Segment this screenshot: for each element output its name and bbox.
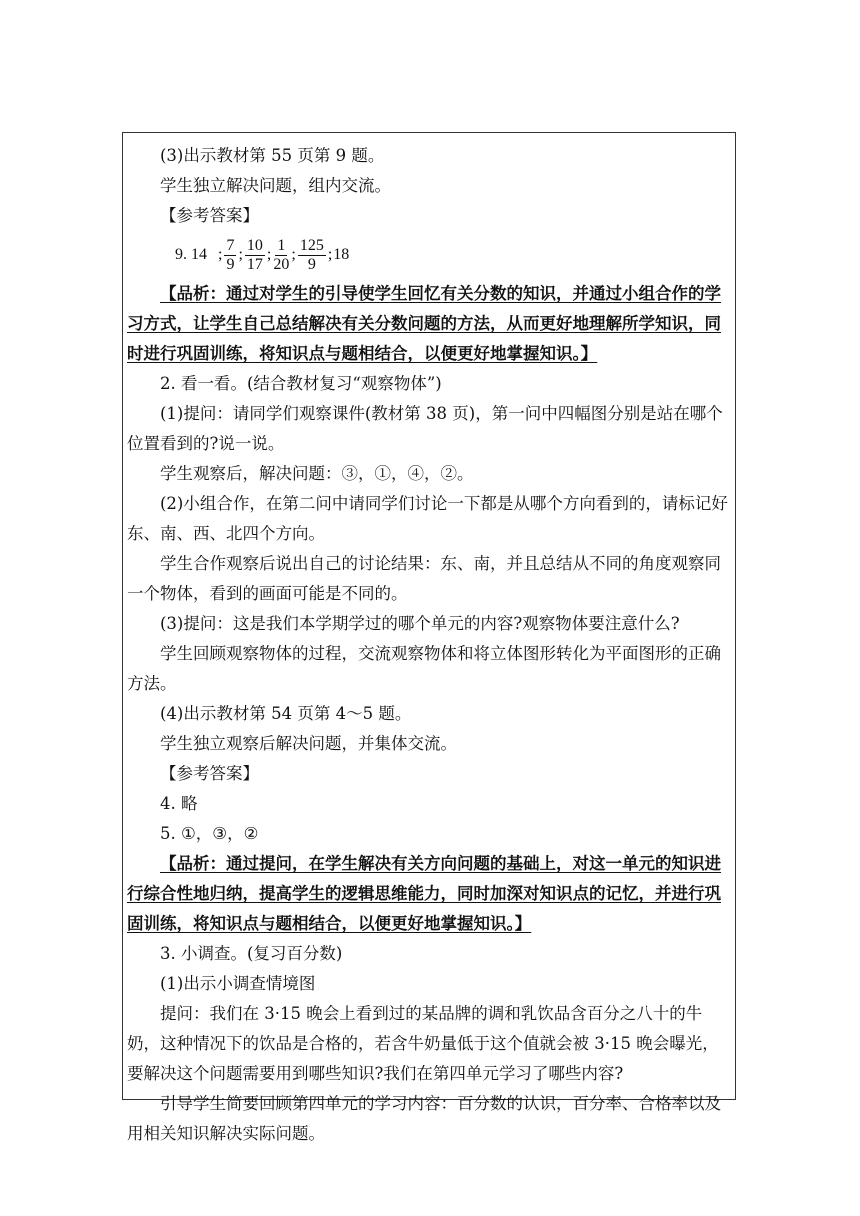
fraction: $\frac{10}{17}$ <box>246 236 263 273</box>
paragraph: (1)出示小调查情境图 <box>160 974 316 993</box>
paragraph: (4)出示教材第 54 页第 4～5 题。 <box>160 704 412 723</box>
lesson-content <box>127 141 731 1149</box>
analysis-note: 【品析：通过对学生的引导使学生回忆有关分数的知识，并通过小组合作的学习方式，让学生自己总结解决有关分数问题的方法，从而更好地理解所学知识，同时进行巩固训练，将知识点与题相结合，以便更好地掌握知识。】 <box>127 284 721 363</box>
paragraph: 提问：我们在 3·15 晚会上看到过的某品牌的调和乳饮品含百分之八十的牛奶，这种情况下的饮品是合格的，若含牛奶量低于这个值就会被 3·15 晚会曝光，要解决这个问题需要用到哪些知识?我们在第四单元学习了哪些内容? <box>127 1004 719 1083</box>
paragraph: 学生合作观察后说出自己的讨论结果：东、南，并且总结从不同的角度观察同一个物体，看到的画面可能是不同的。 <box>127 554 721 603</box>
fraction: $\frac{7}{9}$ <box>226 236 235 273</box>
paragraph: 引导学生简要回顾第四单元的学习内容：百分数的认识，百分率、合格率以及用相关知识解决实际问题。 <box>127 1094 721 1143</box>
lesson-table-cell <box>122 132 736 1143</box>
formula-tail: 18 <box>333 246 350 263</box>
paragraph: 学生独立观察后解决问题，并集体交流。 <box>160 734 457 753</box>
paragraph: (3)出示教材第 55 页第 9 题。 <box>160 146 385 165</box>
paragraph: 学生回顾观察物体的过程，交流观察物体和将立体图形转化为平面图形的正确方法。 <box>127 644 721 693</box>
answer-formula: 9. 14 ; $\frac{7}{9}$ ; $\frac{10}{17}$ ; $\frac{1}{20}$ ; $\frac{125}{9}$ ; 18 <box>175 236 350 273</box>
answer-heading: 【参考答案】 <box>160 764 259 783</box>
answer-line: 4. 略 <box>160 794 198 813</box>
section-heading: 3. 小调查。(复习百分数) <box>160 944 343 963</box>
fraction: $\frac{125}{9}$ <box>299 236 324 273</box>
fraction: $\frac{1}{20}$ <box>273 236 290 273</box>
answer-line: 5. ①，③，② <box>160 824 259 843</box>
paragraph: (1)提问：请同学们观察课件(教材第 38 页)，第一问中四幅图分别是站在哪个位置看到的?说一说。 <box>127 404 723 453</box>
paragraph: (2)小组合作，在第二问中请同学们讨论一下都是从哪个方向看到的，请标记好东、南、西、北四个方向。 <box>127 494 728 543</box>
answer-heading: 【参考答案】 <box>160 206 259 225</box>
paragraph: 学生独立解决问题，组内交流。 <box>160 176 391 195</box>
section-heading: 2. 看一看。(结合教材复习“观察物体”) <box>160 374 442 393</box>
paragraph: 学生观察后，解决问题：③，①，④，②。 <box>160 464 474 483</box>
paragraph: (3)提问：这是我们本学期学过的哪个单元的内容?观察物体要注意什么? <box>160 614 680 633</box>
analysis-note: 【品析：通过提问，在学生解决有关方向问题的基础上，对这一单元的知识进行综合性地归纳，提高学生的逻辑思维能力，同时加深对知识点的记忆，并进行巩固训练，将知识点与题相结合，以便更好地掌握知识。】 <box>127 854 721 933</box>
formula-lead: 9. 14 <box>175 246 207 263</box>
